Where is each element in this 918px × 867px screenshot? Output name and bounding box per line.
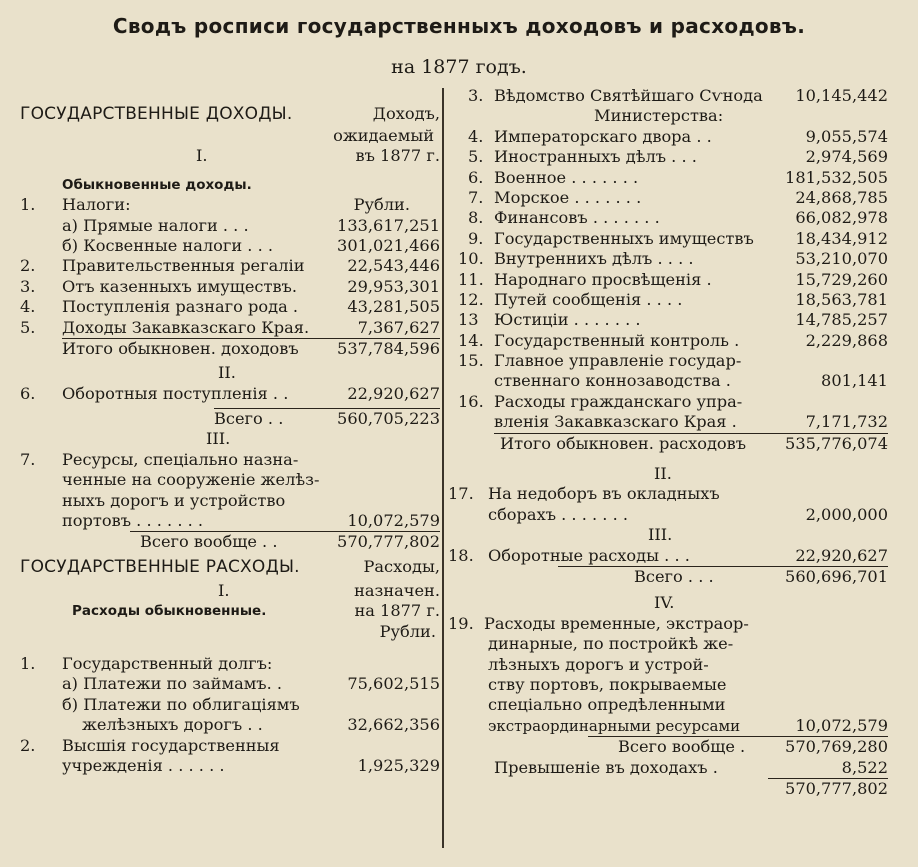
item-value: 301,021,466 [337,235,440,255]
item-label: Расходы гражданскаго упра- [494,391,743,411]
item-number: 12. [458,289,484,309]
ministries-heading: Министерства: [594,106,724,126]
item-value: 66,082,978 [795,208,888,228]
roman-numeral-two: II. [218,363,236,383]
grand-total-expense-value: 570,769,280 [785,737,888,757]
item-value: 22,920,627 [347,383,440,403]
item-label: б) Платежи по облигацiямъ [62,694,300,714]
item-value: 2,974,569 [805,147,888,167]
total-expense-label: Всего . . . [634,566,714,586]
total-ordinary-expense-label: Итого обыкновен. расходовъ [500,433,747,453]
revenue-header-line1: Доходъ, [372,104,440,123]
item-number: 13 [458,310,479,330]
item-label: Доходы Закавказскаго Края. [62,317,310,337]
total-revenue-value: 560,705,223 [337,409,440,429]
item-number: 16. [458,391,484,411]
left-column [20,86,440,776]
ordinary-revenue-title: Обыкновенные доходы. [62,176,252,193]
item-number: 2. [20,735,36,755]
item-label: желѣзныхъ дорогъ . . [82,715,263,735]
item-number: 1. [20,195,36,215]
item-label: Высшiя государственныя [62,735,280,755]
grand-total-expense-label: Всего вообще . [618,737,746,757]
item-number: 1. [20,653,36,673]
item-label: Поступленiя разнаго рода . [62,297,299,317]
item-label: сборахъ . . . . . . . [488,504,629,524]
item-value: 2,000,000 [805,504,888,524]
item-value: 10,072,579 [795,715,888,735]
item-number: 5. [20,317,36,337]
item-label: учрежденiя . . . . . . [62,755,225,775]
document-title: Сводъ росписи государственныхъ доходовъ и расходовъ. [112,14,806,38]
total-expense-value: 560,696,701 [785,566,888,586]
item-number: 14. [458,330,484,350]
item-number: 19. [448,613,474,633]
item-label: Отъ казенныхъ имуществъ. [62,276,297,296]
item-label: ныхъ дорогъ и устройство [62,490,286,510]
final-total-value: 570,777,802 [785,778,888,798]
item-label: б) Косвенные налоги . . . [62,235,274,255]
item-number: 17. [448,484,474,504]
item-value: 22,920,627 [795,545,888,565]
item-label: Оборотныя поступленiя . . [62,383,289,403]
total-revenue-label: Всего . . [214,409,284,429]
surplus-value: 8,522 [841,757,888,777]
item-label: Главное управленiе государ- [494,351,742,371]
item-value: 22,543,446 [347,256,440,276]
item-value: 24,868,785 [795,187,888,207]
item-number: 8. [468,208,484,228]
total-ordinary-revenue-label: Итого обыкновен. доходовъ [62,338,299,358]
grand-total-revenue-value: 570,777,802 [337,532,440,552]
item-label: динарные, по постройкѣ же- [488,634,734,654]
item-value: 801,141 [821,371,888,391]
item-value: 43,281,505 [347,297,440,317]
item-label: ченные на сооруженiе желѣз- [62,470,320,490]
item-number: 15. [458,351,484,371]
total-ordinary-revenue-value: 537,784,596 [337,338,440,358]
item-label: ственнаго коннозаводства . [494,371,731,391]
item-label: На недоборъ въ окладныхъ [488,484,720,504]
item-label: Налоги: [62,195,131,215]
item-label: портовъ . . . . . . . [62,511,204,531]
item-label: Иностранныхъ дѣлъ . . . [494,147,697,167]
right-column [448,86,888,799]
revenue-title: ГОСУДАРСТВЕННЫЕ ДОХОДЫ. [20,104,293,124]
column-divider [442,88,444,848]
item-value: 2,229,868 [805,330,888,350]
total-ordinary-expense-value: 535,776,074 [785,433,888,453]
item-number: 9. [468,228,484,248]
surplus-label: Превышенiе въ доходахъ . [494,757,718,777]
item-label: Народнаго просвѣщенiя . [494,269,712,289]
item-number: 7. [20,449,36,469]
grand-total-revenue-label: Всего вообще . . [140,532,278,552]
item-number: 7. [468,187,484,207]
item-value: 53,210,070 [795,249,888,269]
item-label: Внутреннихъ дѣлъ . . . . [494,249,694,269]
item-label: Расходы временные, экстраор- [484,613,749,633]
item-number: 5. [468,147,484,167]
item-value: 15,729,260 [795,269,888,289]
expense-rubles-label: Рубли. [379,621,436,641]
item-label: Ресурсы, спецiально назна- [62,449,299,469]
roman-numeral-three: III. [206,429,231,449]
expense-header-line2: назначен. [354,580,440,600]
item-label: ству портовъ, покрываемые [488,674,727,694]
item-number: 4. [20,297,36,317]
rubles-label: Рубли. [353,195,410,215]
expense-header-line3: на 1877 г. [354,601,440,621]
item-number: 18. [448,545,474,565]
item-label: Юстицiи . . . . . . . [494,310,641,330]
item-label: спецiально опредѣленными [488,695,726,715]
item-value: 9,055,574 [805,126,888,146]
item-number: 6. [468,167,484,187]
item-label: Финансовъ . . . . . . . [494,208,660,228]
item-value: 18,434,912 [795,228,888,248]
item-label: Правительственныя регалiи [62,256,305,276]
item-label: Морское . . . . . . . [494,187,642,207]
item-value: 7,171,732 [805,412,888,432]
item-number: 3. [20,276,36,296]
item-number: 10. [458,249,484,269]
item-number: 3. [468,86,484,105]
roman-numeral-one: I. [196,146,208,166]
item-label: экстраординарными ресурсами [488,716,741,735]
item-value: 181,532,505 [785,167,888,187]
item-label: Государственныхъ имуществъ [494,228,754,248]
item-value: 133,617,251 [337,215,440,235]
item-number: 2. [20,256,36,276]
item-value: 14,785,257 [795,310,888,330]
item-value: 1,925,329 [357,755,440,775]
item-label: лѣзныхъ дорогъ и устрой- [488,654,709,674]
item-label: Оборотные расходы . . . [488,545,690,565]
item-label: Путей сообщенiя . . . . [494,289,683,309]
expense-title: ГОСУДАРСТВЕННЫЕ РАСХОДЫ. [20,556,300,577]
expense-header-line1: Расходы, [363,556,440,576]
ordinary-expense-title: Расходы обыкновенные. [72,603,267,620]
item-value: 32,662,356 [347,715,440,735]
right-roman-three: III. [648,525,673,545]
expense-roman-one: I. [218,580,230,600]
item-label: а) Платежи по займамъ. . [62,674,283,694]
item-value: 7,367,627 [357,317,440,337]
item-label: Вѣдомство Святѣйшаго Сѵнода [494,86,763,105]
item-label: а) Прямые налоги . . . [62,215,249,235]
item-label: Государственный контроль . [494,330,740,350]
document-subtitle: на 1877 годъ. [391,56,527,78]
item-label: Военное . . . . . . . [494,167,639,187]
right-roman-two: II. [654,464,672,484]
right-roman-four: IV. [654,593,675,613]
item-number: 11. [458,269,484,289]
item-label: вленiя Закавказскаго Края . [494,412,737,432]
revenue-header-line3: въ 1877 г. [355,146,440,166]
item-label: Государственный долгъ: [62,653,273,673]
item-value: 10,072,579 [347,511,440,531]
item-number: 6. [20,383,36,403]
item-value: 29,953,301 [347,276,440,296]
item-label: Императорскаго двора . . [494,126,712,146]
item-number: 4. [468,126,484,146]
item-value: 75,602,515 [347,674,440,694]
item-value: 18,563,781 [795,289,888,309]
revenue-header-line2: ожидаемый [333,126,434,145]
item-value: 10,145,442 [795,86,888,105]
